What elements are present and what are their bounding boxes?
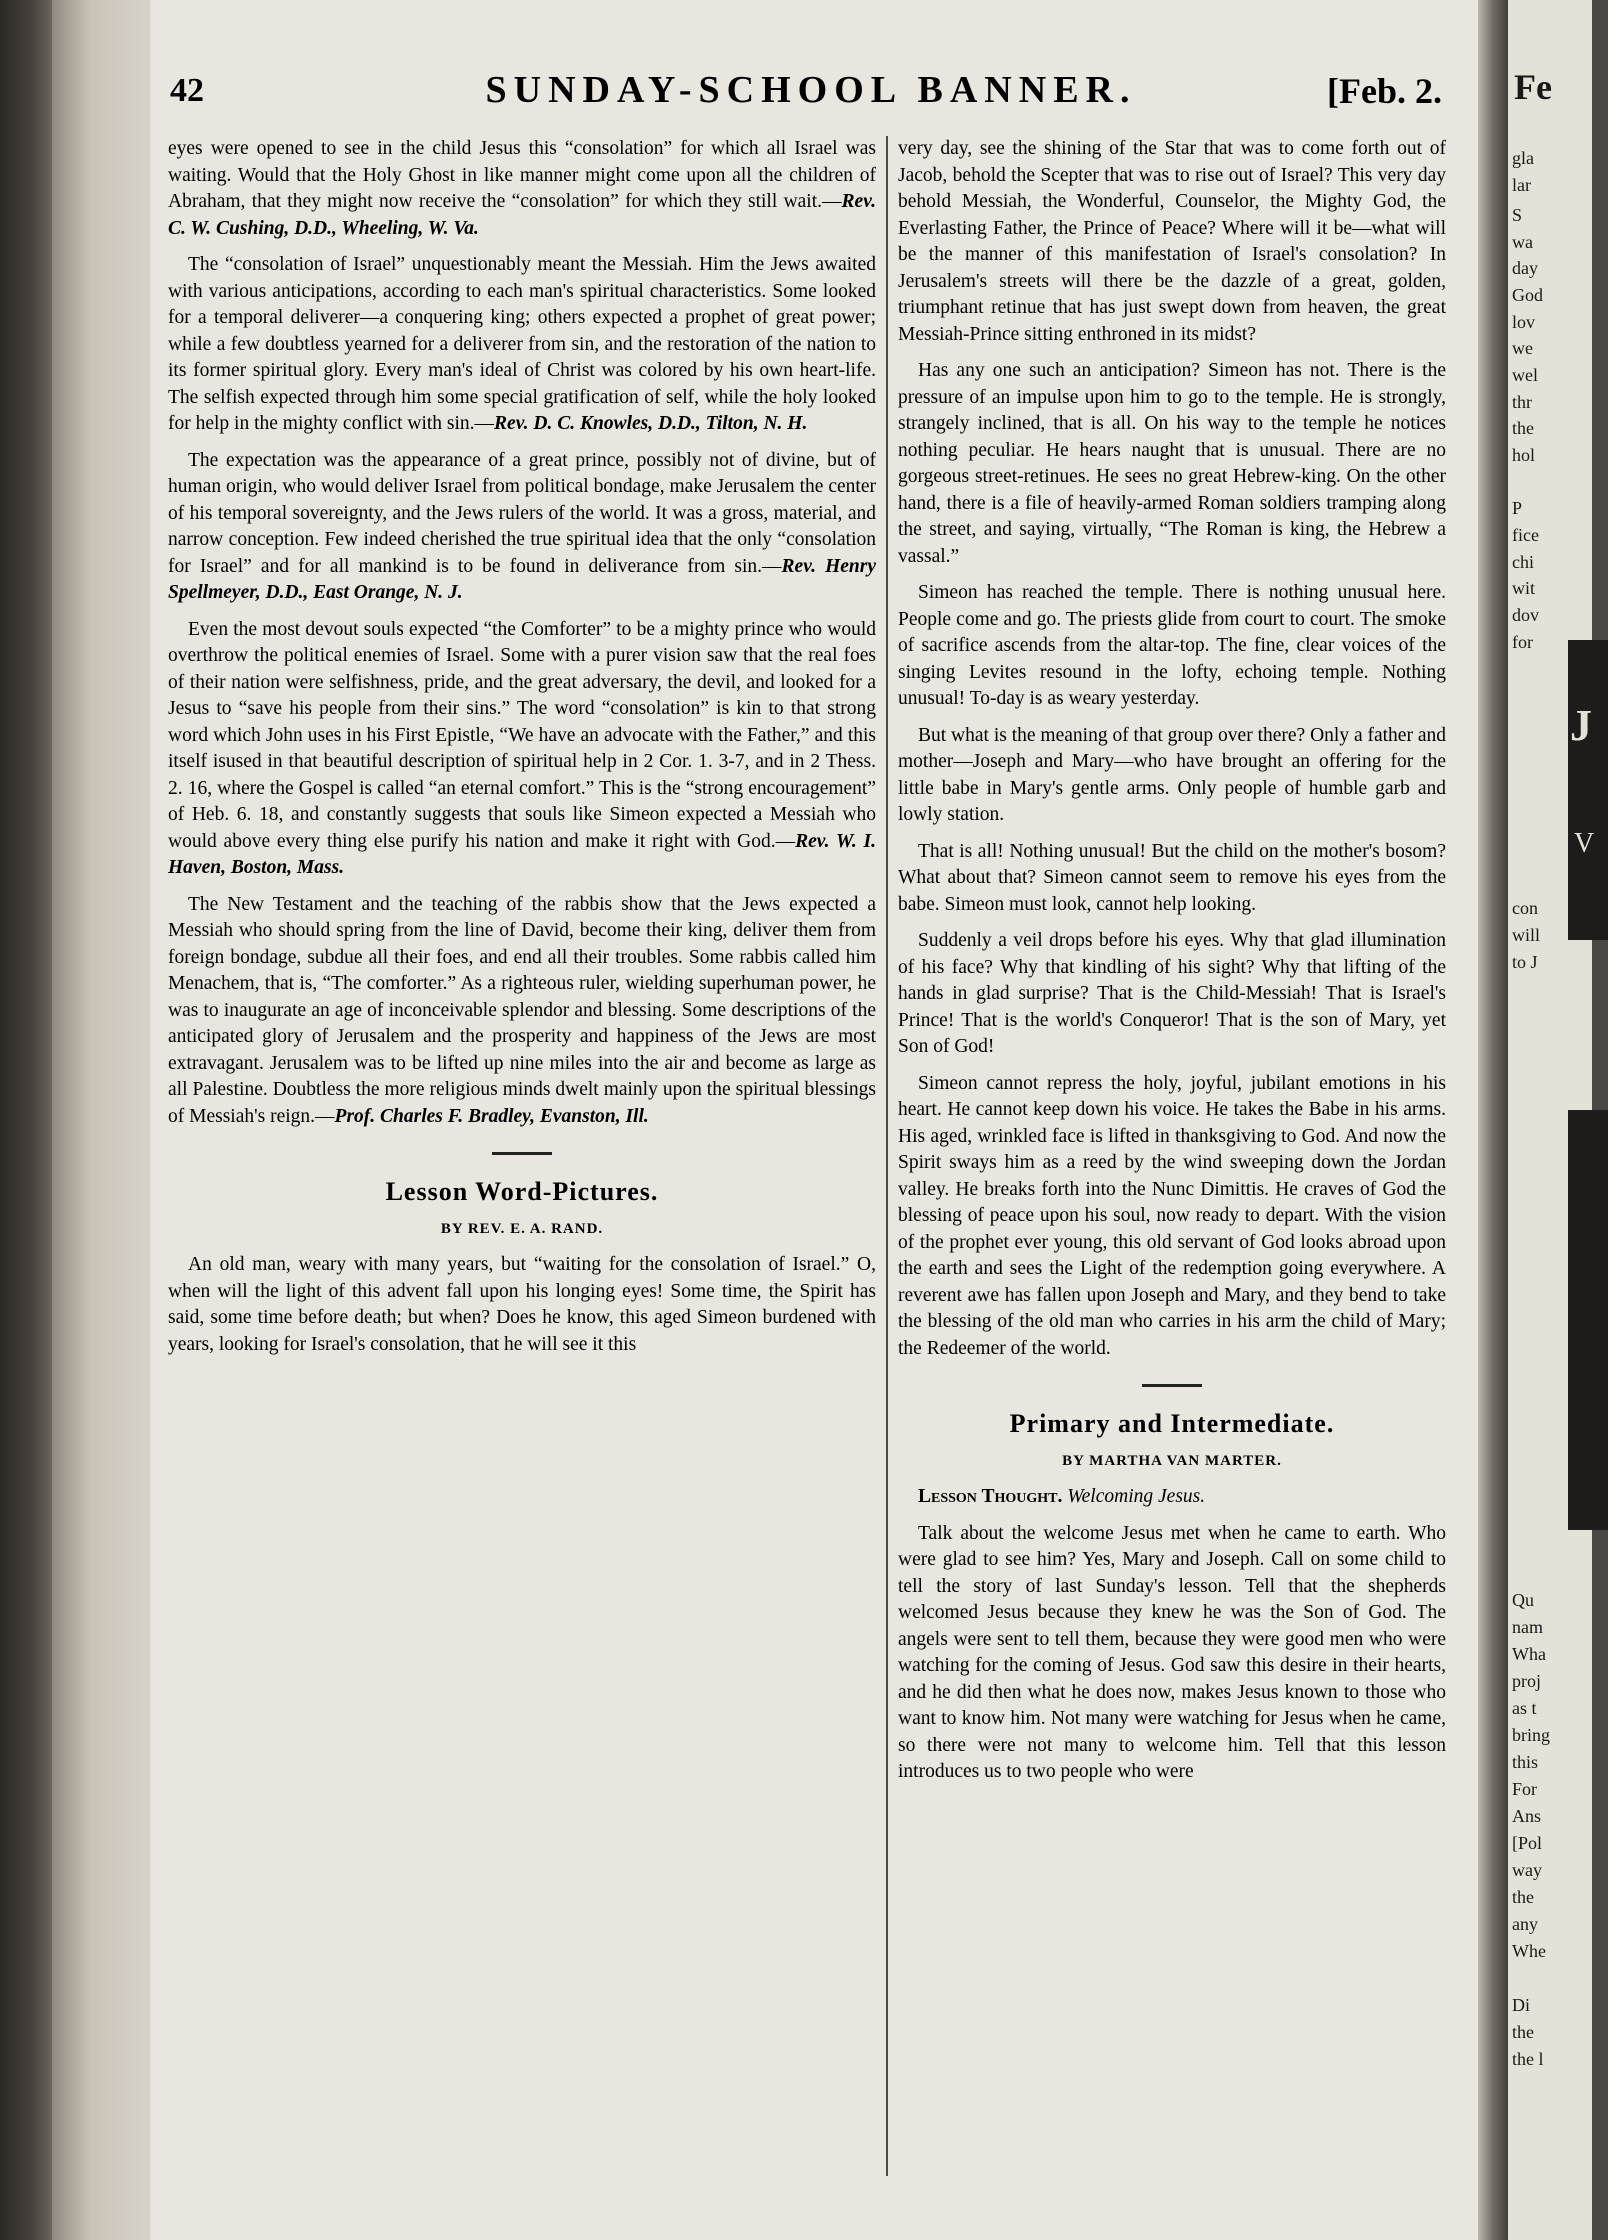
facing-page-line: day: [1512, 258, 1538, 278]
byline-van-marter: BY MARTHA VAN MARTER.: [1062, 1452, 1282, 1469]
facing-page-line: as t: [1512, 1698, 1537, 1718]
facing-page-line: Di: [1512, 1995, 1530, 2015]
signature: Rev. D. C. Knowles, D.D., Tilton, N. H.: [494, 413, 808, 434]
facing-page-line: any: [1512, 1914, 1538, 1934]
commentary-paragraph: [168, 892, 876, 1131]
word-picture-paragraph: But what is the meaning of that group over there? Only a father and mother—Joseph and Mary—who have brought an offering for the little babe in Mary's gentle arms. Only people of humble garb and lowly station.: [898, 724, 1446, 825]
right-column: [898, 136, 1446, 1796]
section-divider: [492, 1152, 552, 1155]
page-number: 42: [170, 72, 204, 109]
commentary-paragraph: [168, 252, 876, 438]
paragraph-text: Even the most devout souls expected “the Comforter” to be a mighty prince who would overthrow the political enemies of Israel. Some with a purer vision saw that the real foes of their nation were selfishness, pride, and the great adversary, the devil, and looked for a Jesus to “save his people from their sins.” The word “consolation” is kin to that strong word which John uses in his First Epistle, “We have an advocate with the Father,” and this itself isused in that beautiful description of spiritual help in 2 Cor. 1. 3-7, and in 2 Thess. 2. 16, where the Gospel is called “an eternal comfort.” This is the “strong encouragement” of Heb. 6. 18, and constantly suggests that souls like Simeon expected a Messiah who would above every thing else purify his nation and make it right with God.—: [168, 618, 876, 852]
facing-page-line: to J: [1512, 952, 1538, 972]
commentary-paragraph: [168, 136, 876, 242]
facing-page-line: chi: [1512, 552, 1534, 572]
lesson-thought-label: Lesson Thought.: [918, 1486, 1063, 1507]
facing-page-line: God: [1512, 285, 1543, 305]
column-divider: [886, 136, 888, 2176]
facing-page-line: wa: [1512, 232, 1533, 252]
facing-page-line: Ans: [1512, 1806, 1542, 1826]
word-picture-paragraph: Suddenly a veil drops before his eyes. Why that glad illumination of his face? Why that kindling of his sight? Why that lifting of the hands in glad surprise? That is the Child-Messiah! That is Israel's Prince! That is the world's Conqueror! That is the son of Mary, yet Son of God!: [898, 930, 1446, 1057]
lesson-thought: [898, 1484, 1446, 1511]
facing-page-line: wit: [1512, 578, 1536, 598]
facing-page-line: nam: [1512, 1617, 1543, 1637]
facing-page-line: the: [1512, 418, 1534, 438]
word-picture-paragraph: An old man, weary with many years, but “waiting for the consolation of Israel.” O, when will the light of this advent fall upon his longing eyes! Some time, the Spirit has said, some time before death; but when? Does he know, this aged Simeon burdened with years, looking for Israel's consolation, that he will see it this: [168, 1254, 876, 1355]
facing-page-line: Wha: [1512, 1644, 1546, 1664]
facing-page-line: P: [1512, 498, 1523, 518]
facing-page-line: the: [1512, 1887, 1534, 1907]
primary-paragraph: Talk about the welcome Jesus met when he came to earth. Who were glad to see him? Yes, Mary and Joseph. Call on some child to tell the story of last Sunday's lesson. Tell that the shepherds welcomed Jesus because they knew he was the Son of God. The angels were sent to tell them, because they were good men who were watching for the coming of Jesus. God saw this desire in their hearts, and he did then what he does now, makes Jesus known to those who want to know him. Not many were watching for Jesus when he came, so there were not many to welcome him. Tell that this lesson introduces us to two people who were: [898, 1522, 1446, 1782]
facing-page-line: V: [1574, 828, 1595, 859]
facing-page-advertisement: [1568, 640, 1608, 940]
facing-page-line: lov: [1512, 312, 1536, 332]
facing-page-line: bring: [1512, 1725, 1550, 1745]
gutter-shadow: [1478, 0, 1510, 2240]
signature: Rev. W. I. Haven, Boston, Mass.: [168, 830, 876, 878]
signature: Prof. Charles F. Bradley, Evanston, Ill.: [334, 1105, 649, 1127]
issue-date: [Feb. 2.: [1327, 71, 1442, 111]
left-column: [168, 136, 876, 1368]
facing-page-line: J: [1570, 701, 1592, 750]
facing-page-line: wel: [1512, 365, 1538, 385]
word-picture-paragraph: Has any one such an anticipation? Simeon has not. There is the pressure of an impulse upon him to go to the temple. He is strongly, strangely inclined, that is all. On his way to the temple he notices nothing peculiar. He hears naught that is unusual. There are no gorgeous street-retinues. He sees no great Hebrew-king. On the other hand, there is a file of heavily-armed Roman soldiers tramping along the street, and saying, virtually, “The Roman is king, the Hebrew a vassal.”: [898, 360, 1446, 567]
facing-page-line: Whe: [1512, 1941, 1546, 1961]
signature: Rev. C. W. Cushing, D.D., Wheeling, W. Va.: [168, 191, 876, 239]
word-picture-paragraph: Simeon cannot repress the holy, joyful, jubilant emotions in his heart. He cannot keep down his voice. He takes the Babe in his arms. His aged, wrinkled face is lifted in thanksgiving to God. And now the Spirit sways him as a reed by the wind sweeping down the Jordan valley. He breaks forth into the Nunc Dimittis. He craves of God the blessing of peace upon his soul, now ready to depart. With the vision of the prophet ever young, this old servant of God looks abroad upon the earth and sees the Light of the redemption going everywhere. A reverent awe has fallen upon Joseph and Mary, and they bend to take the blessing of the old man who carries in his arm the child of Mary; the Redeemer of the world.: [898, 1072, 1446, 1359]
page-edge: [52, 0, 150, 2240]
facing-page-header: Fe: [1514, 67, 1552, 107]
facing-page-line: proj: [1512, 1671, 1541, 1691]
facing-page-line: gla: [1512, 148, 1534, 168]
facing-page-line: will: [1512, 925, 1541, 945]
facing-page-line: we: [1512, 338, 1533, 358]
facing-page-line: Qu: [1512, 1590, 1534, 1610]
facing-page-line: way: [1512, 1860, 1542, 1880]
paragraph-text: The “consolation of Israel” unquestionably meant the Messiah. Him the Jews awaited with various anticipations, according to each man's spiritual characteristics. Some looked for a temporal deliverer—a conquering king; others expected a prophet of great power; while a few doubtless yearned for a deliverer from sin, and the restoration of the nation to its former spiritual glory. Every man's ideal of Christ was colored by his own heart-life. The selfish expected through him some special gratification of self, while the holy looked for help in the mighty conflict with sin.—: [168, 254, 876, 434]
facing-page-line: [Pol: [1512, 1833, 1543, 1853]
facing-page-line: dov: [1512, 605, 1539, 625]
facing-page-edge: [1508, 0, 1595, 2240]
section-title-word-pictures: Lesson Word-Pictures.: [385, 1177, 659, 1206]
word-picture-paragraph: very day, see the shining of the Star that was to come forth out of Jacob, behold the Scepter that was to rise out of Israel? This very day behold Messiah, the Wonderful, Counselor, the Mighty God, the Everlasting Father, the Prince of Peace? Where will it be—what will be the manner of this manifestation of Israel's consolation? In Jerusalem's streets will there be the dazzle of a great, golden, triumphant retinue that has just swept down from heaven, the great Messiah-Prince sitting enthroned in its midst?: [898, 138, 1446, 345]
byline-rand: BY REV. E. A. RAND.: [440, 1220, 604, 1237]
section-title-primary: Primary and Intermediate.: [1009, 1409, 1335, 1438]
masthead-title: SUNDAY-SCHOOL BANNER.: [485, 69, 1137, 111]
commentary-paragraph: [168, 617, 876, 882]
facing-page-line: this: [1512, 1752, 1539, 1772]
facing-page-line: For: [1512, 1779, 1538, 1799]
paragraph-text: eyes were opened to see in the child Jesus this “consolation” for which all Israel was waiting. Would that the Holy Ghost in like manner might come upon all the children of Abraham, that they might now receive the “consolation” for which they still wait.—: [168, 138, 876, 212]
word-picture-paragraph: Simeon has reached the temple. There is nothing unusual here. People come and go. The priests glide from court to court. The smoke of sacrifice ascends from the altar-top. The fine, clear voices of the singing Levites resound in the lofty, echoing temple. Nothing unusual! To-day is as weary yesterday.: [898, 582, 1446, 709]
facing-page-line: hol: [1512, 445, 1536, 465]
book-binding: [0, 0, 52, 2240]
facing-page-line: fice: [1512, 525, 1539, 545]
page-header: [170, 62, 1452, 122]
facing-page-line: S: [1512, 205, 1523, 225]
paragraph-text: The expectation was the appearance of a great prince, possibly not of divine, but of human origin, who would deliver Israel from political bondage, make Jerusalem the center of his temporal sovereignty, and the Jews rulers of the world. It was a gross, material, and narrow conception. Few indeed cherished the true spiritual idea that the only “consolation for Israel” and for all mankind is to be found in deliverance from sin.—: [168, 449, 876, 577]
section-divider: [1142, 1384, 1202, 1387]
facing-page-line: for: [1512, 632, 1533, 652]
facing-page-advertisement: [1568, 1110, 1608, 1530]
facing-page-line: the: [1512, 2022, 1534, 2042]
lesson-thought-value: Welcoming Jesus.: [1067, 1486, 1206, 1507]
facing-page-line: thr: [1512, 392, 1532, 412]
signature: Rev. Henry Spellmeyer, D.D., East Orange, N. J.: [168, 555, 876, 603]
word-picture-paragraph: That is all! Nothing unusual! But the child on the mother's bosom? What about that? Simeon cannot seem to remove his eyes from the babe. Simeon must look, cannot help looking.: [898, 840, 1446, 915]
commentary-paragraph: [168, 448, 876, 607]
facing-page-line: con: [1512, 898, 1538, 918]
paragraph-text: The New Testament and the teaching of the rabbis show that the Jews expected a Messiah who should spring from the line of David, become their king, deliver them from foreign bondage, subdue all their foes, and end all their troubles. Some rabbis called him Menachem, that is, “The comforter.” As a righteous ruler, wielding superhuman power, he was to inaugurate an age of inconceivable splendor and blessing. Some descriptions of the anticipated glory of Jerusalem and the prosperity and happiness of the Jews are most extravagant. Jerusalem was to be lifted up nine miles into the air and become as large as all Palestine. Doubtless the more religious minds dwelt mainly upon the spiritual blessings of Messiah's reign.—: [168, 893, 876, 1127]
facing-page-line: the l: [1512, 2049, 1544, 2069]
facing-page-line: lar: [1512, 175, 1531, 195]
